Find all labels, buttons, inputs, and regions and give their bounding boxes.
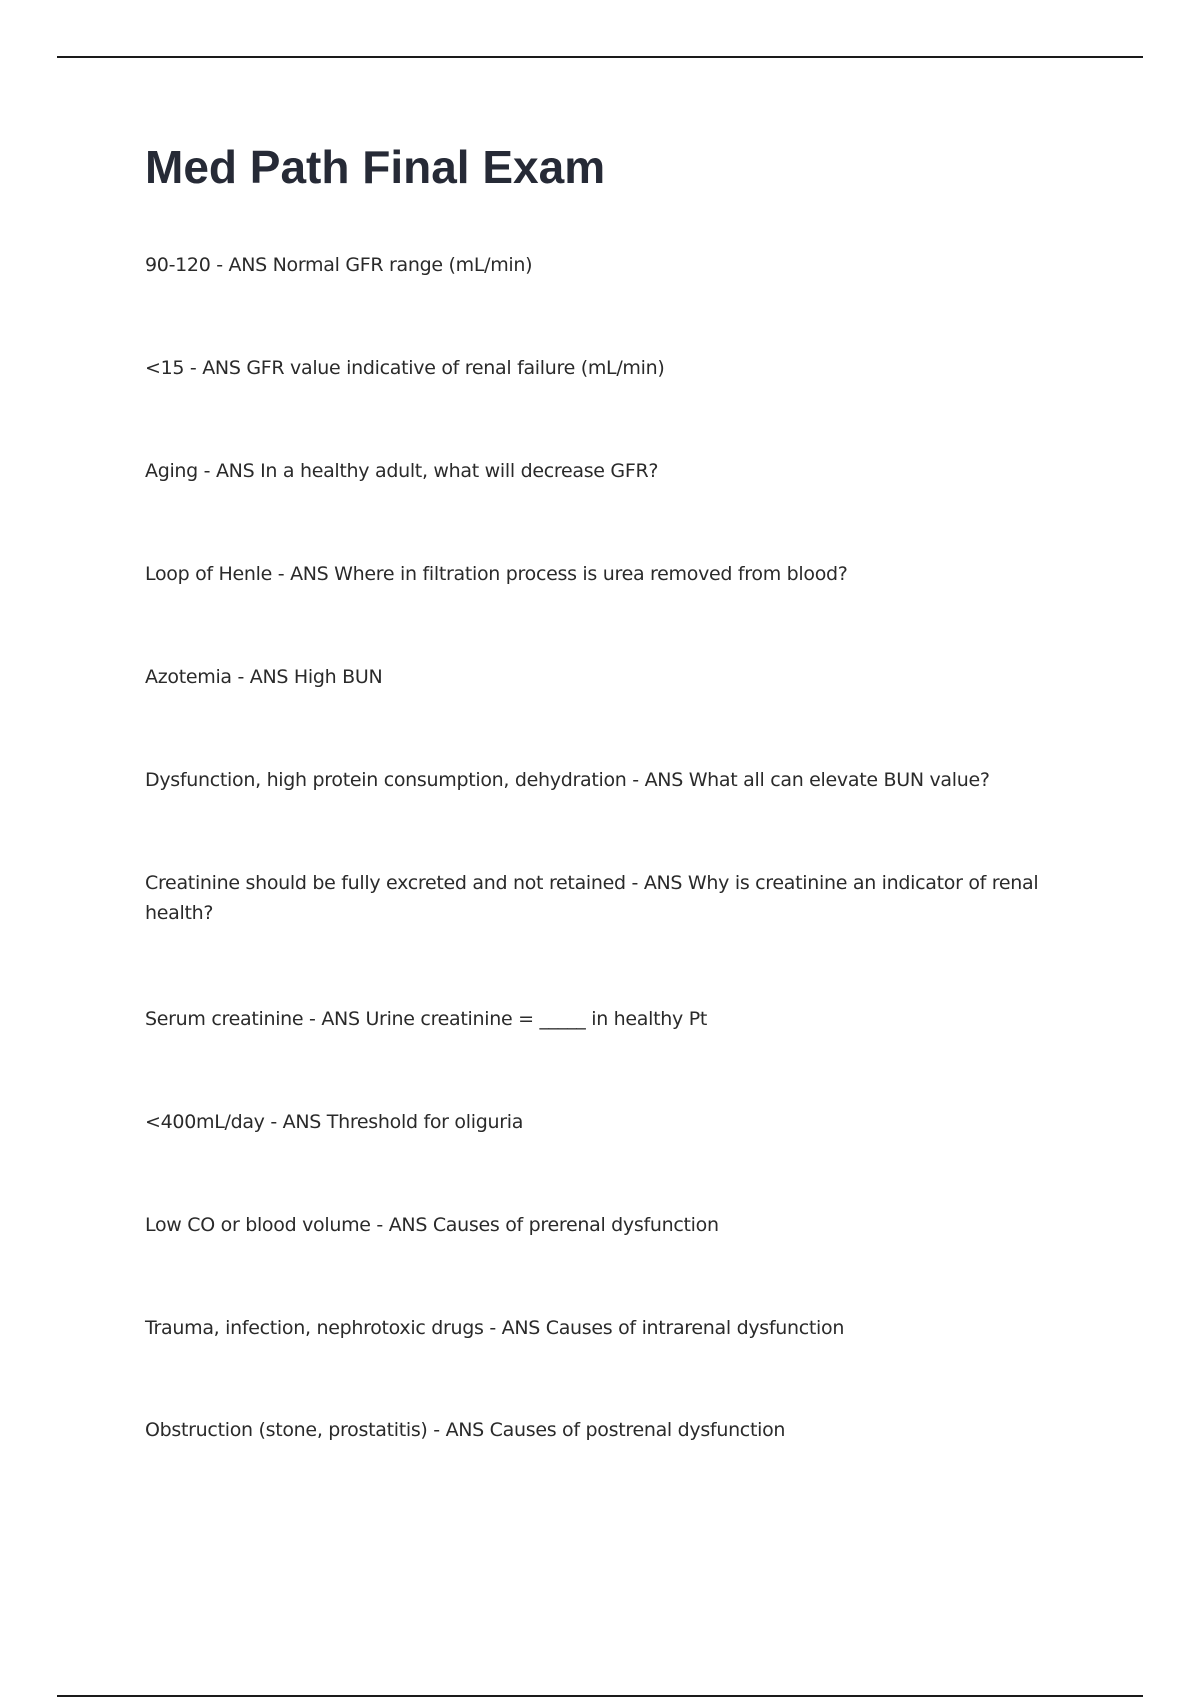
- qa-item: Azotemia - ANS High BUN: [145, 666, 383, 688]
- qa-item: Creatinine should be fully excreted and not retained - ANS Why is creatinine an indicator of renal health?: [145, 872, 1039, 924]
- page-title: Med Path Final Exam: [145, 141, 606, 193]
- qa-item: <15 - ANS GFR value indicative of renal failure (mL/min): [145, 357, 665, 379]
- qa-item: <400mL/day - ANS Threshold for oliguria: [145, 1111, 524, 1133]
- qa-item: Trauma, infection, nephrotoxic drugs - ANS Causes of intrarenal dysfunction: [145, 1317, 845, 1339]
- qa-item: Aging - ANS In a healthy adult, what will decrease GFR?: [145, 460, 659, 482]
- qa-item: Obstruction (stone, prostatitis) - ANS Causes of postrenal dysfunction: [145, 1419, 786, 1441]
- qa-item: Low CO or blood volume - ANS Causes of prerenal dysfunction: [145, 1214, 719, 1236]
- qa-item: 90-120 - ANS Normal GFR range (mL/min): [145, 254, 533, 276]
- qa-item: Loop of Henle - ANS Where in filtration process is urea removed from blood?: [145, 563, 848, 585]
- bottom-divider: [57, 1695, 1143, 1697]
- qa-item: Serum creatinine - ANS Urine creatinine = _____ in healthy Pt: [145, 1008, 708, 1030]
- qa-item: Dysfunction, high protein consumption, dehydration - ANS What all can elevate BUN value?: [145, 769, 990, 791]
- document-page: [145, 140, 1045, 1441]
- top-divider: [57, 56, 1143, 58]
